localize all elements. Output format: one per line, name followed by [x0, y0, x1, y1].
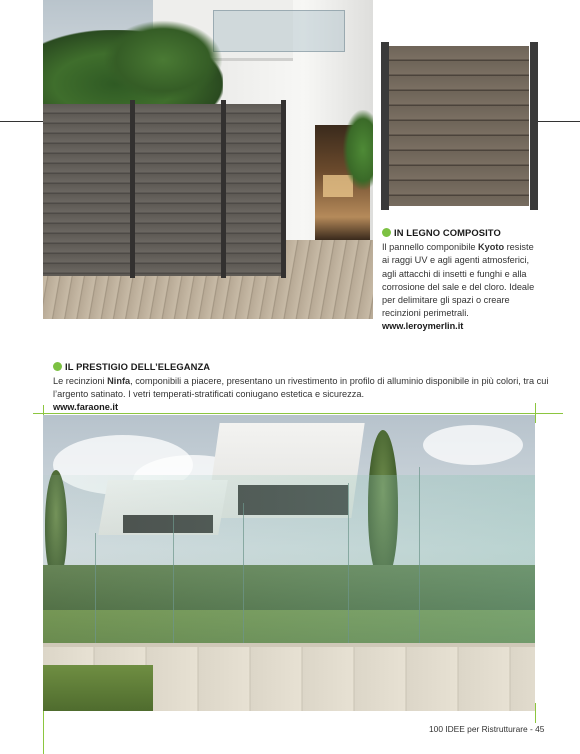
product-name: Kyoto: [478, 242, 505, 252]
crop-line-right: [538, 121, 580, 122]
green-bullet-icon: [53, 362, 62, 371]
glass-fence-photo: [43, 415, 535, 711]
green-bullet-icon: [382, 228, 391, 237]
article-ninfa-body: Le recinzioni Ninfa, componibili a piacere, presentano un rivestimento in profilo di alluminio disponibile in più colori, tra cui l’argento satinato. I vetri temperati-stratificati coniugano estetica e sicurezza.: [53, 376, 549, 400]
house-fence-photo: [43, 0, 373, 319]
product-name: Ninfa: [107, 376, 131, 386]
article-kyoto-url[interactable]: www.leroymerlin.it: [382, 320, 464, 331]
article-kyoto: [382, 223, 542, 331]
crop-line-left: [0, 121, 43, 122]
article-ninfa-heading: IL PRESTIGIO DELL’ELEGANZA: [53, 357, 553, 375]
article-ninfa: [53, 357, 553, 412]
guide-tick-right-bottom: [535, 703, 536, 723]
page-footer: 100 IDEE per Ristrutturare - 45: [429, 724, 545, 734]
guide-line-horizontal: [33, 413, 563, 414]
article-ninfa-url[interactable]: www.faraone.it: [53, 401, 119, 412]
fence-panel-image: [381, 42, 538, 210]
article-kyoto-body: Il pannello componibile Kyoto resiste ai raggi UV e agli agenti atmosferici, agli attacchi di insetti e funghi e alla corrosione del sale e del cloro. Ideale per delimitare gli spazi o creare recinzioni perimetrali.: [382, 242, 535, 319]
article-kyoto-heading: IN LEGNO COMPOSITO: [382, 223, 542, 241]
